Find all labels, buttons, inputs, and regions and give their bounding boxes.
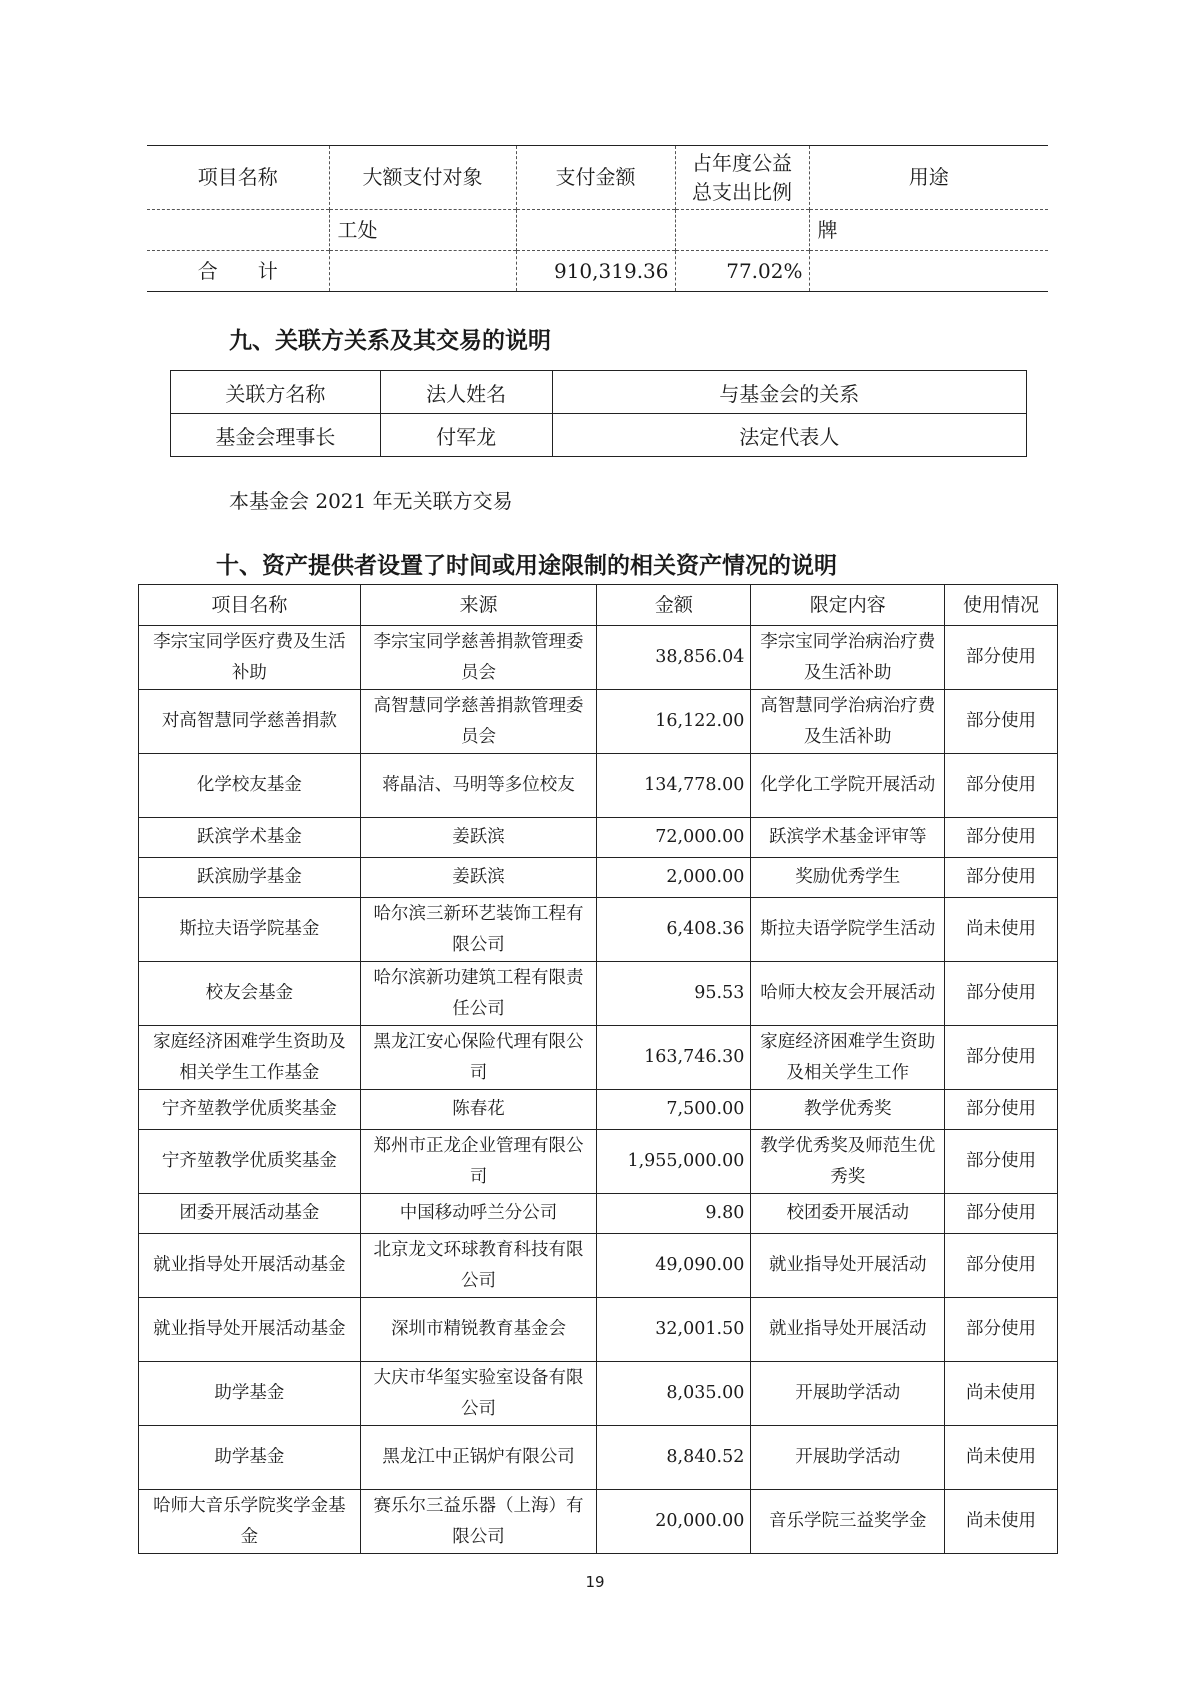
header-legal-person: 法人姓名	[380, 371, 552, 414]
cell-project-name: 团委开展活动基金	[139, 1194, 361, 1234]
table-row	[139, 858, 1058, 898]
cell-usage: 尚未使用	[945, 898, 1058, 962]
cell-source: 中国移动呼兰分公司	[360, 1194, 597, 1234]
table-row	[139, 1362, 1058, 1426]
related-party-table	[170, 370, 1027, 457]
cell	[516, 210, 675, 251]
table-row	[147, 210, 1048, 251]
cell-amount: 8,840.52	[597, 1426, 751, 1490]
total-use	[809, 251, 1048, 292]
cell-usage: 部分使用	[945, 1130, 1058, 1194]
cell-project-name: 校友会基金	[139, 962, 361, 1026]
cell-project-name: 宁齐堃教学优质奖基金	[139, 1090, 361, 1130]
cell-amount: 2,000.00	[597, 858, 751, 898]
table-row	[139, 962, 1058, 1026]
cell-restriction: 哈师大校友会开展活动	[751, 962, 945, 1026]
cell-source: 哈尔滨新功建筑工程有限责任公司	[360, 962, 597, 1026]
cell-amount: 6,408.36	[597, 898, 751, 962]
table-row	[139, 1130, 1058, 1194]
cell-source: 蒋晶洁、马明等多位校友	[360, 754, 597, 818]
cell-source: 姜跃滨	[360, 858, 597, 898]
total-ratio: 77.02%	[675, 251, 809, 292]
cell-restriction: 就业指导处开展活动	[751, 1298, 945, 1362]
cell	[147, 210, 329, 251]
cell-amount: 163,746.30	[597, 1026, 751, 1090]
cell-restriction: 校团委开展活动	[751, 1194, 945, 1234]
cell-source: 赛乐尔三益乐器（上海）有限公司	[360, 1490, 597, 1554]
cell-project-name: 化学校友基金	[139, 754, 361, 818]
cell-amount: 134,778.00	[597, 754, 751, 818]
page-number: 19	[585, 1573, 605, 1591]
cell-restriction: 化学化工学院开展活动	[751, 754, 945, 818]
cell-project-name: 哈师大音乐学院奖学金基金	[139, 1490, 361, 1554]
cell-source: 高智慧同学慈善捐款管理委员会	[360, 690, 597, 754]
cell-project-name: 对高智慧同学慈善捐款	[139, 690, 361, 754]
cell-amount: 72,000.00	[597, 818, 751, 858]
section-9-note: 本基金会 2021 年无关联方交易	[229, 489, 513, 513]
cell-source: 姜跃滨	[360, 818, 597, 858]
cell-restriction: 就业指导处开展活动	[751, 1234, 945, 1298]
cell-project-name: 李宗宝同学医疗费及生活补助	[139, 626, 361, 690]
cell-usage: 部分使用	[945, 1234, 1058, 1298]
cell-amount: 9.80	[597, 1194, 751, 1234]
cell-restriction: 教学优秀奖	[751, 1090, 945, 1130]
cell-amount: 38,856.04	[597, 626, 751, 690]
table-row	[139, 1090, 1058, 1130]
cell-restriction: 开展助学活动	[751, 1426, 945, 1490]
total-label: 合 计	[147, 251, 329, 292]
cell-relationship: 法定代表人	[552, 414, 1026, 457]
cell-usage: 部分使用	[945, 818, 1058, 858]
cell-project-name: 宁齐堃教学优质奖基金	[139, 1130, 361, 1194]
cell-restriction: 跃滨学术基金评审等	[751, 818, 945, 858]
table-row	[139, 818, 1058, 858]
cell-party-name: 基金会理事长	[171, 414, 381, 457]
cell-amount: 95.53	[597, 962, 751, 1026]
cell-amount: 8,035.00	[597, 1362, 751, 1426]
table-row	[139, 1490, 1058, 1554]
header-use: 用途	[809, 146, 1048, 210]
table-row	[139, 626, 1058, 690]
cell-legal-person: 付军龙	[380, 414, 552, 457]
cell-usage: 部分使用	[945, 962, 1058, 1026]
header-amount: 支付金额	[516, 146, 675, 210]
cell-usage: 部分使用	[945, 690, 1058, 754]
cell-project-name: 助学基金	[139, 1426, 361, 1490]
large-payments-table	[147, 145, 1048, 292]
table-row	[139, 1426, 1058, 1490]
cell-project-name: 跃滨学术基金	[139, 818, 361, 858]
cell-usage: 部分使用	[945, 754, 1058, 818]
cell-project-name: 助学基金	[139, 1362, 361, 1426]
cell-restriction: 开展助学活动	[751, 1362, 945, 1426]
cell-source: 陈春花	[360, 1090, 597, 1130]
cell-restriction: 奖励优秀学生	[751, 858, 945, 898]
table-row	[139, 754, 1058, 818]
cell-usage: 尚未使用	[945, 1426, 1058, 1490]
cell-source: 黑龙江中正锅炉有限公司	[360, 1426, 597, 1490]
cell-source: 李宗宝同学慈善捐款管理委员会	[360, 626, 597, 690]
table-row	[139, 1298, 1058, 1362]
cell-restriction: 斯拉夫语学院学生活动	[751, 898, 945, 962]
cell-amount: 1,955,000.00	[597, 1130, 751, 1194]
cell-restriction: 音乐学院三益奖学金	[751, 1490, 945, 1554]
header-usage: 使用情况	[945, 585, 1058, 626]
cell-use: 牌	[809, 210, 1048, 251]
cell-source: 北京龙文环球教育科技有限公司	[360, 1234, 597, 1298]
cell-usage: 部分使用	[945, 858, 1058, 898]
section-9-title: 九、关联方关系及其交易的说明	[229, 328, 551, 354]
cell-restriction: 家庭经济困难学生资助及相关学生工作	[751, 1026, 945, 1090]
cell	[675, 210, 809, 251]
cell-project-name: 就业指导处开展活动基金	[139, 1234, 361, 1298]
header-project-name: 项目名称	[197, 165, 278, 189]
table-row	[139, 690, 1058, 754]
cell-project-name: 斯拉夫语学院基金	[139, 898, 361, 962]
cell-source: 大庆市华玺实验室设备有限公司	[360, 1362, 597, 1426]
header-relationship: 与基金会的关系	[552, 371, 1026, 414]
cell-usage: 部分使用	[945, 1026, 1058, 1090]
cell-source: 黑龙江安心保险代理有限公司	[360, 1026, 597, 1090]
total-target	[329, 251, 516, 292]
cell-amount: 16,122.00	[597, 690, 751, 754]
table-row	[139, 898, 1058, 962]
restricted-assets-table	[138, 584, 1058, 1554]
cell-amount: 32,001.50	[597, 1298, 751, 1362]
table-row	[139, 1026, 1058, 1090]
cell-usage: 部分使用	[945, 1298, 1058, 1362]
header-payee: 大额支付对象	[329, 146, 516, 210]
cell-usage: 部分使用	[945, 1090, 1058, 1130]
cell-amount: 7,500.00	[597, 1090, 751, 1130]
header-restriction: 限定内容	[751, 585, 945, 626]
header-amount: 金额	[597, 585, 751, 626]
cell-amount: 20,000.00	[597, 1490, 751, 1554]
cell-amount: 49,090.00	[597, 1234, 751, 1298]
header-ratio: 占年度公益 总支出比例	[675, 146, 809, 210]
cell-source: 哈尔滨三新环艺装饰工程有限公司	[360, 898, 597, 962]
cell-usage: 尚未使用	[945, 1490, 1058, 1554]
cell-project-name: 就业指导处开展活动基金	[139, 1298, 361, 1362]
cell-restriction: 教学优秀奖及师范生优秀奖	[751, 1130, 945, 1194]
cell-payee: 工处	[329, 210, 516, 251]
cell-usage: 部分使用	[945, 1194, 1058, 1234]
cell-usage: 尚未使用	[945, 1362, 1058, 1426]
cell-project-name: 跃滨励学基金	[139, 858, 361, 898]
table-row	[139, 1234, 1058, 1298]
table-row	[171, 414, 1027, 457]
total-row	[147, 251, 1048, 292]
total-amount: 910,319.36	[516, 251, 675, 292]
header-source: 来源	[360, 585, 597, 626]
restricted-assets-body	[139, 626, 1058, 1554]
cell-project-name: 家庭经济困难学生资助及相关学生工作基金	[139, 1026, 361, 1090]
header-party-name: 关联方名称	[171, 371, 381, 414]
section-10-title: 十、资产提供者设置了时间或用途限制的相关资产情况的说明	[216, 553, 837, 579]
cell-usage: 部分使用	[945, 626, 1058, 690]
header-project-name: 项目名称	[139, 585, 361, 626]
cell-restriction: 高智慧同学治病治疗费及生活补助	[751, 690, 945, 754]
cell-source: 深圳市精锐教育基金会	[360, 1298, 597, 1362]
cell-source: 郑州市正龙企业管理有限公司	[360, 1130, 597, 1194]
table-row	[139, 1194, 1058, 1234]
cell-restriction: 李宗宝同学治病治疗费及生活补助	[751, 626, 945, 690]
